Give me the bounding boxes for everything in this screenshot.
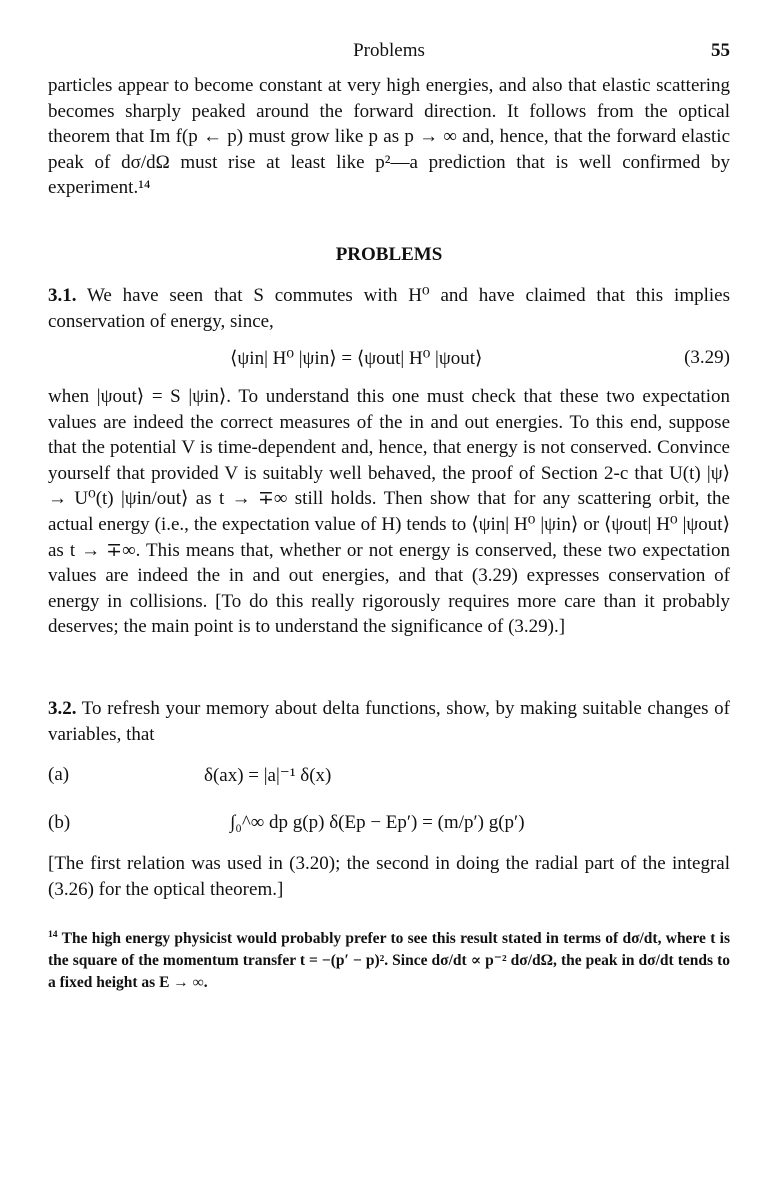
footnote-text: The high energy physicist would probably prefer to see this result stated in terms of dσ/dt, where t is the square of the momentum transfer t = −(p′ − p)². Since dσ/dt ∝ p⁻² dσ/dΩ, the peak in dσ/dt tends to a fixed height as E → ∞. [48, 930, 730, 991]
equation-label: (a) [48, 764, 70, 785]
page-header [48, 40, 730, 66]
equation-a [48, 764, 730, 790]
equation-3-29 [48, 347, 730, 373]
equation-body: δ(ax) = |a|⁻¹ δ(x) [204, 765, 332, 786]
problem-number: 3.1. [48, 285, 77, 306]
footnote-marker: 14 [48, 928, 58, 940]
problem-lead-text: To refresh your memory about delta functions, show, by making suitable changes of variables, that [48, 698, 730, 745]
problem-lead-text: We have seen that S commutes with H⁰ and have claimed that this implies conservation of energy, since, [48, 285, 730, 332]
problem-number: 3.2. [48, 698, 77, 719]
footnote [48, 928, 730, 994]
problem-3-2-lead [48, 696, 730, 747]
page-number: 55 [711, 40, 730, 61]
problem-3-1-lead [48, 283, 730, 334]
problem-3-1-body: when |ψout⟩ = S |ψin⟩. To understand this one must check that these two expectation values are indeed the correct measures of the in and out energies. To this end, suppose that the potential V is time-dependent and, hence, that energy is not conserved. Convince yourself that provided V is suitably well behaved, the proof of Section 2-c that U(t) |ψ⟩ → U⁰(t) |ψin/out⟩ as t → ∓∞ still holds. Then show that for any scattering orbit, the actual energy (i.e., the expectation value of H) tends to ⟨ψin| H⁰ |ψin⟩ or ⟨ψout| H⁰ |ψout⟩ as t → ∓∞. This means that, whether or not energy is conserved, these two expectation values are indeed the in and out energies, and that (3.29) expresses conservation of energy in collisions. [To do this really rigorously requires more care than it probably deserves; the main point is to understand the significance of (3.29).] [48, 386, 730, 638]
equation-label: (b) [48, 812, 71, 833]
equation-b [48, 812, 730, 838]
running-head: Problems [353, 40, 425, 61]
intro-paragraph: particles appear to become constant at very high energies, and also that elastic scattering becomes sharply peaked around the forward direction. It follows from the optical theorem that Im f(p ← p) must grow like p as p → ∞ and, hence, that the forward elastic peak of dσ/dΩ must rise at least like p²—a prediction that is well confirmed by experiment.¹⁴ [48, 75, 730, 199]
equation-body: ∫₀^∞ dp g(p) δ(Ep − Ep′) = (m/p′) g(p′) [230, 812, 525, 833]
equation-number: (3.29) [684, 347, 730, 368]
problem-3-2-closing: [The first relation was used in (3.20); the second in doing the radial part of the integral (3.26) for the optical theorem.] [48, 853, 730, 900]
section-title: PROBLEMS [335, 244, 443, 265]
equation-body: ⟨ψin| H⁰ |ψin⟩ = ⟨ψout| H⁰ |ψout⟩ [230, 348, 483, 369]
